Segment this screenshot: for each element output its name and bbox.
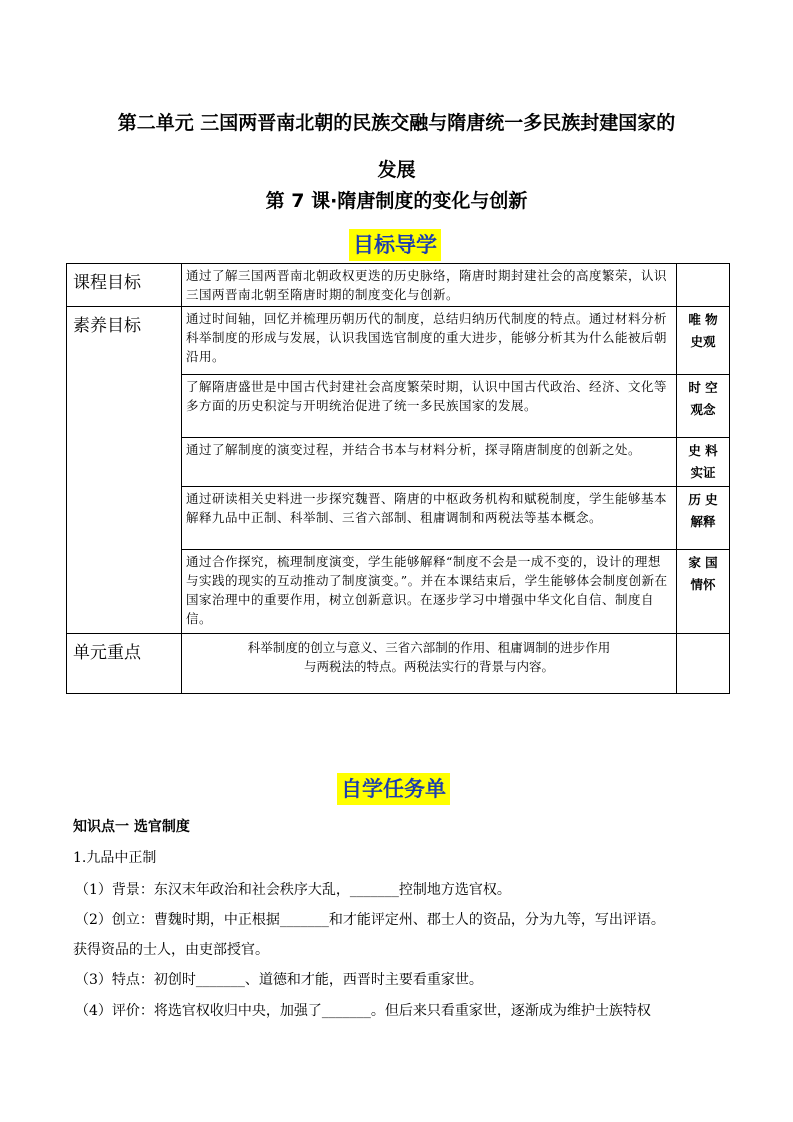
literacy-tag: 史 料 实证 (677, 438, 730, 487)
literacy-tag: 唯 物 史观 (677, 307, 730, 375)
course-goal-tag (677, 264, 730, 307)
key-points-label: 单元重点 (67, 634, 182, 694)
literacy-tag: 时 空 观念 (677, 375, 730, 438)
course-goal-label: 课程目标 (67, 264, 182, 307)
literacy-tag: 历 史 解释 (677, 487, 730, 550)
literacy-goal-label: 素养目标 (67, 307, 182, 634)
lesson-title: 第 7 课·隋唐制度的变化与创新 (265, 190, 528, 212)
key-points-tag (677, 634, 730, 694)
item-title: 1.九品中正制 (73, 850, 157, 866)
key-points-line1: 科举制度的创立与意义、三省六部制的作用、租庸调制的进步作用 (247, 640, 611, 655)
table-row-literacy (67, 307, 730, 375)
literacy-tag: 家 国 情怀 (677, 550, 730, 634)
literacy-text: 通过合作探究，梳理制度演变，学生能够解释“制度不会是一成不变的，设计的理想与实践的现实的互动推动了制度演变。”。并在本课结束后，学生能够体会制度创新在国家治理中的重要作用，树立创新意识。在逐步学习中增强中华文化自信、制度自信。 (182, 550, 677, 634)
section-title: 知识点一 选官制度 (73, 819, 190, 835)
literacy-text: 通过了解制度的演变过程，并结合书本与材料分析，探寻隋唐制度的创新之处。 (182, 438, 677, 487)
study-line: （4）评价：将选官权收归中央，加强了_______。但后来只看重家世，逐渐成为维护士族特权 (75, 1003, 651, 1019)
literacy-text: 通过时间轴，回忆并梳理历朝历代的制度，总结归纳历代制度的特点。通过材料分析科举制度的形成与发展，认识我国选官制度的重大进步，能够分析其为什么能被后朝沿用。 (182, 307, 677, 375)
literacy-text: 通过研读相关史料进一步探究魏晋、隋唐的中枢政务机构和赋税制度，学生能够基本解释九品中正制、科举制、三省六部制、租庸调制和两税法等基本概念。 (182, 487, 677, 550)
self-study-banner: 自学任务单 (337, 773, 450, 805)
goal-table (66, 263, 730, 694)
course-goal-text: 通过了解三国两晋南北朝政权更迭的历史脉络，隋唐时期封建社会的高度繁荣，认识三国两晋南北朝至隋唐时期的制度变化与创新。 (182, 264, 677, 307)
key-points-text (182, 634, 677, 694)
literacy-text: 了解隋唐盛世是中国古代封建社会高度繁荣时期，认识中国古代政治、经济、文化等多方面的历史积淀与开明统治促进了统一多民族国家的发展。 (182, 375, 677, 438)
goals-banner: 目标导学 (349, 229, 441, 261)
study-line: （3）特点：初创时_______、道德和才能，西晋时主要看重家世。 (75, 972, 483, 988)
unit-title (60, 100, 733, 194)
key-points-line2: 与两税法的特点。两税法实行的背景与内容。 (303, 659, 554, 674)
study-line: 获得资品的士人，由吏部授官。 (73, 942, 269, 958)
table-row-key-points (67, 634, 730, 694)
table-row-course-goal (67, 264, 730, 307)
unit-title-line2: 发展 (377, 159, 416, 181)
study-line: （1）背景：东汉末年政治和社会秩序大乱，_______控制地方选官权。 (75, 882, 511, 898)
study-line: （2）创立：曹魏时期，中正根据_______和才能评定州、郡士人的资品，分为九等，写出评语。 (75, 912, 665, 928)
unit-title-line1: 第二单元 三国两晋南北朝的民族交融与隋唐统一多民族封建国家的 (117, 112, 676, 134)
